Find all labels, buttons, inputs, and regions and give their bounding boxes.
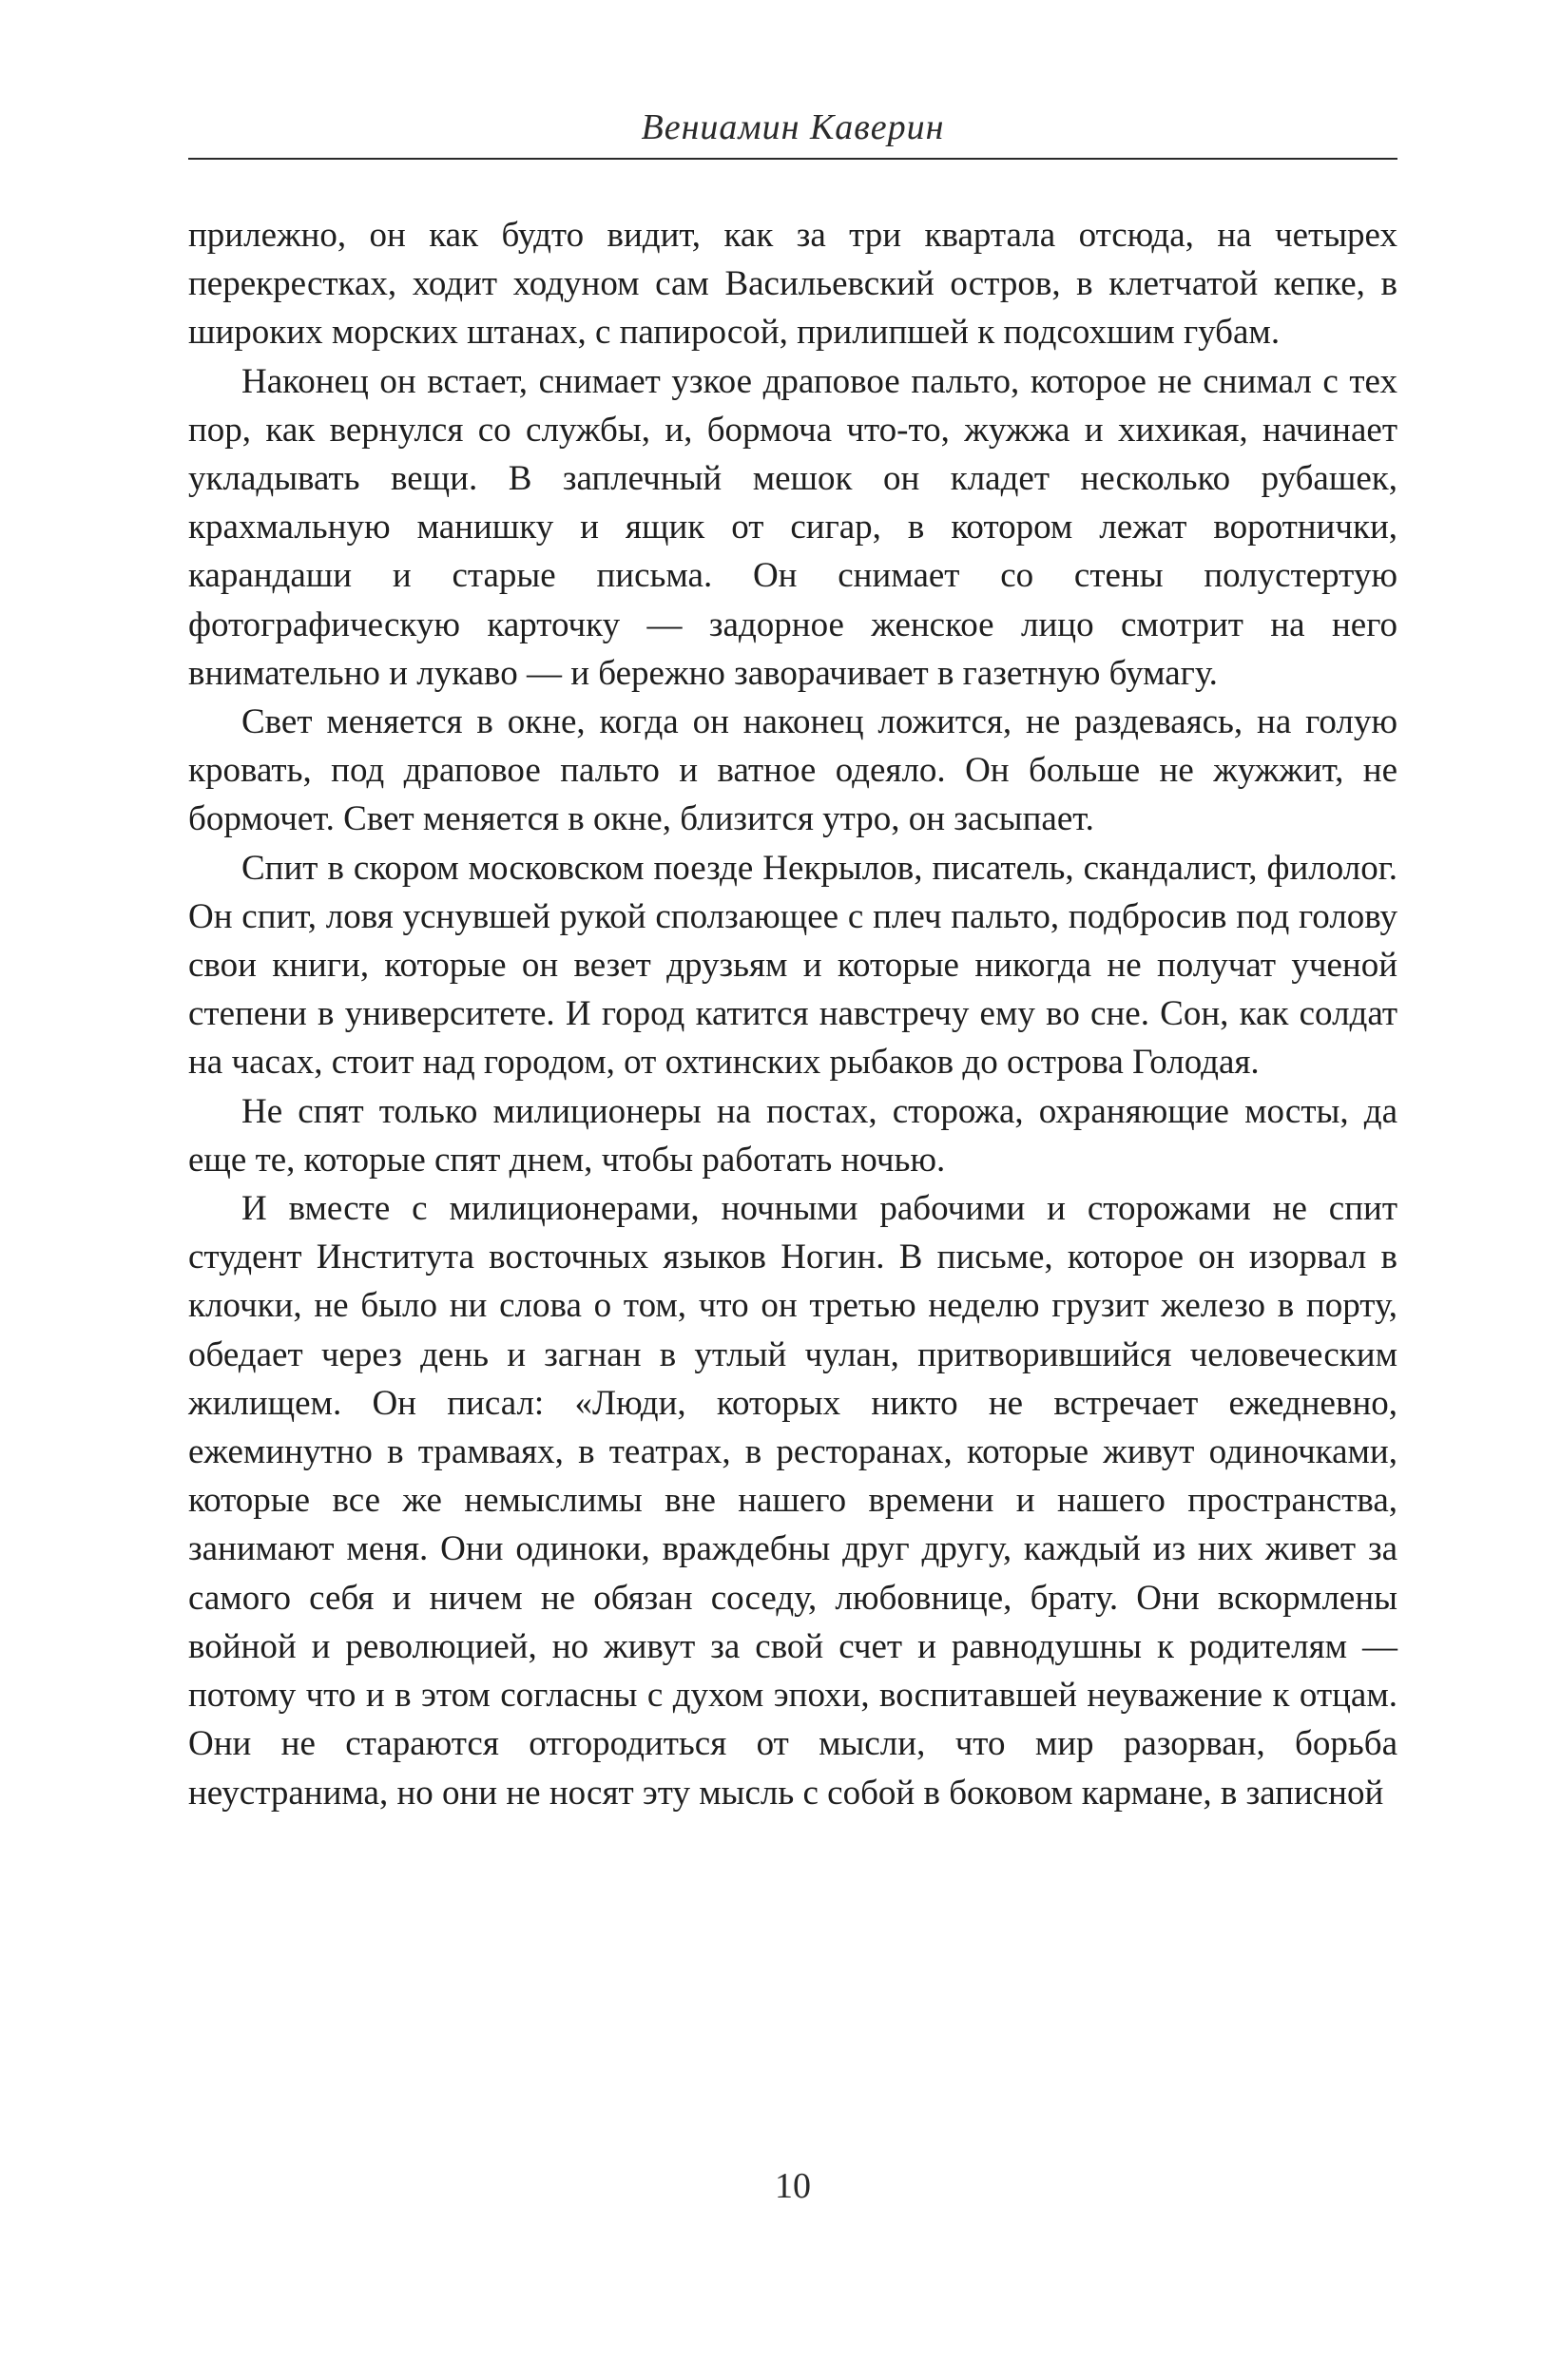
paragraph: прилежно, он как будто видит, как за три квартала отсюда, на четырех перекрестках, ходит ходуном сам Васильевский остров, в клетчатой кепке, в широких морских штанах, с папиросой, прилипшей к подсохшим губам. [188, 216, 1397, 353]
body-text [188, 211, 1397, 1817]
paragraph: Спит в скором московском поезде Некрылов, писатель, скандалист, филолог. Он спит, ловя уснувшей рукой сползающее с плеч пальто, подбросив под голову свои книги, которые он везет друзьям и которые никогда не получат ученой степени в университете. И город катится навстречу ему во сне. Сон, как солдат на часах, стоит над городом, от охтинских рыбаков до острова Голодая. [188, 848, 1397, 1083]
paragraph: Свет меняется в окне, когда он наконец ложится, не раздеваясь, на голую кровать, под драповое пальто и ватное одеяло. Он больше не жужжит, не бормочет. Свет меняется в окне, близится утро, он засыпает. [188, 702, 1397, 839]
paragraph: Не спят только милиционеры на постах, сторожа, охраняющие мосты, да еще те, которые спят днем, чтобы работать ночью. [188, 1091, 1397, 1180]
paragraph: Наконец он встает, снимает узкое драповое пальто, которое не снимал с тех пор, как вернулся со службы, и, бормоча что-то, жужжа и хихикая, начинает укладывать вещи. В заплечный мешок он кладет несколько рубашек, крахмальную манишку и ящик от сигар, в котором лежат воротнички, карандаши и старые письма. Он снимает со стены полустертую фотографическую карточку — задорное женское лицо смотрит на него внимательно и лукаво — и бережно заворачивает в газетную бумагу. [188, 361, 1397, 693]
running-header: Вениамин Каверин [641, 107, 945, 147]
paragraph: И вместе с милиционерами, ночными рабочими и сторожами не спит студент Института восточных языков Ногин. В письме, которое он изорвал в клочки, не было ни слова о том, что он третью неделю грузит железо в порту, обедает через день и загнан в утлый чулан, притворившийся человеческим жилищем. Он писал: «Люди, которых никто не встречает ежедневно, ежеминутно в трамваях, в театрах, в ресторанах, которые живут одиночками, которые все же немыслимы вне нашего времени и нашего пространства, занимают меня. Они одиноки, враждебны друг другу, каждый из них живет за самого себя и ничем не обязан соседу, любовнице, брату. Они вскормлены войной и революцией, но живут за свой счет и равнодушны к родителям — потому что и в этом согласны с духом эпохи, воспитавшей неуважение к отцам. Они не стараются отгородиться от мысли, что мир разорван, борьба неустранима, но они не носят эту мысль с собой в боковом кармане, в записной [188, 1189, 1397, 1813]
page-number: 10 [775, 2166, 811, 2206]
header-rule [188, 158, 1397, 160]
